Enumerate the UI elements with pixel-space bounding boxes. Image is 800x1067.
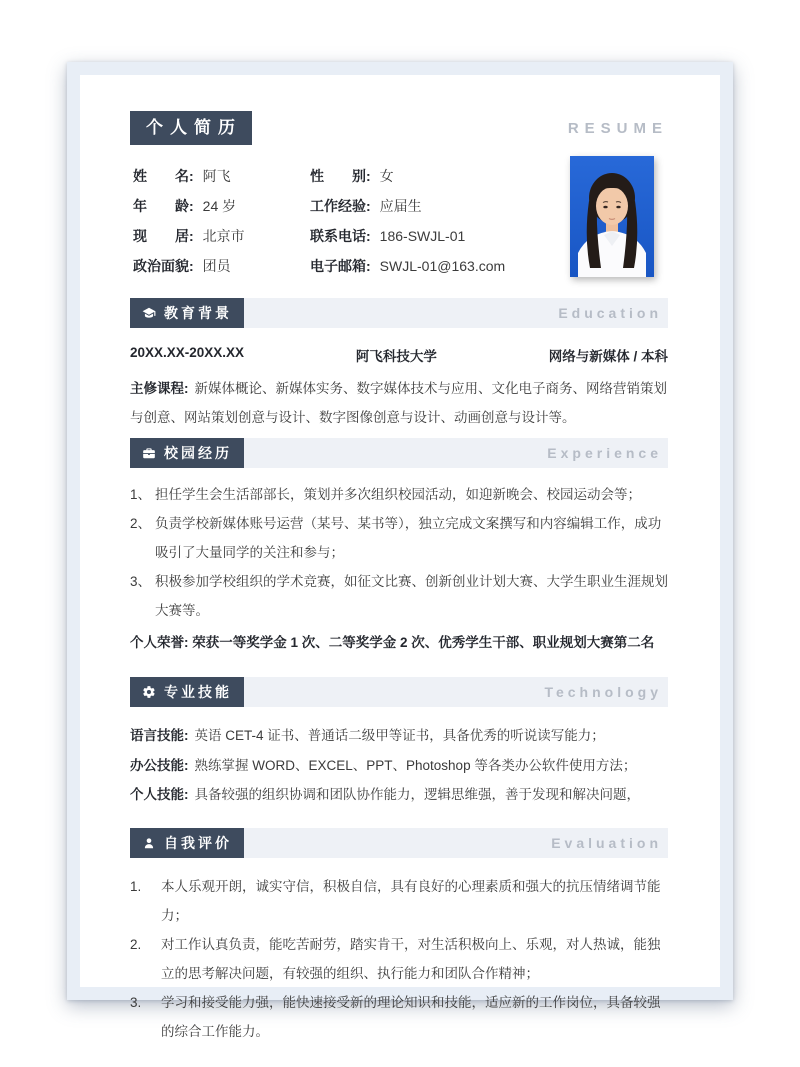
section-title-en: Evaluation bbox=[551, 834, 662, 851]
skill-label: 语言技能: bbox=[130, 728, 189, 743]
item-text: 对工作认真负责，能吃苦耐劳，踏实肯干，对生活积极向上、乐观，对人热诚，能独立的思考解决问题，有较强的组织、执行能力和团队合作精神； bbox=[161, 936, 661, 981]
section-experience-badge bbox=[130, 438, 244, 468]
profile-label: 工作经验: bbox=[310, 198, 371, 214]
education-school: 阿飞科技大学 bbox=[355, 349, 437, 364]
profile-label: 电子邮箱: bbox=[310, 258, 371, 274]
profile-row-phone bbox=[310, 227, 465, 245]
skill-item-office bbox=[130, 751, 668, 781]
profile-value: 24 岁 bbox=[202, 198, 237, 214]
skill-item-personal bbox=[130, 780, 668, 810]
profile-label: 联系电话: bbox=[310, 228, 371, 244]
item-number: 1、 bbox=[130, 487, 152, 502]
section-education-badge bbox=[130, 298, 244, 328]
profile-section bbox=[130, 165, 668, 287]
item-text: 负责学校新媒体账号运营（某号、某书等），独立完成文案撰写和内容编辑工作，成功吸引了大量同学的关注和参与； bbox=[155, 516, 662, 560]
list-item bbox=[130, 930, 668, 988]
gear-icon bbox=[142, 685, 156, 699]
item-number: 3、 bbox=[130, 574, 152, 589]
section-evaluation-header bbox=[130, 828, 668, 858]
profile-row-political bbox=[133, 257, 231, 275]
list-item bbox=[130, 872, 668, 930]
page-title: 个人简历 bbox=[130, 111, 252, 145]
section-title: 自我评价 bbox=[164, 834, 232, 851]
skill-label: 个人技能: bbox=[130, 787, 189, 802]
profile-value: 应届生 bbox=[379, 198, 422, 214]
education-major: 网络与新媒体 / 本科 bbox=[548, 349, 668, 364]
skill-label: 办公技能: bbox=[130, 757, 189, 773]
profile-row-residence bbox=[133, 227, 245, 245]
profile-row-gender bbox=[310, 167, 394, 185]
resume-page bbox=[67, 62, 733, 1039]
profile-value: 北京市 bbox=[202, 228, 245, 244]
experience-honor: 个人荣誉: 荣获一等奖学金 1 次、二等奖学金 2 次、优秀学生干部、职业规划大赛第二名 bbox=[130, 635, 655, 650]
item-number: 2. bbox=[130, 936, 142, 952]
education-courses bbox=[130, 374, 668, 432]
section-title-en: Education bbox=[558, 305, 662, 321]
id-photo bbox=[570, 156, 654, 277]
profile-value: 团员 bbox=[202, 258, 231, 274]
section-title-en: Experience bbox=[547, 445, 662, 461]
list-item bbox=[130, 509, 668, 567]
profile-value: 女 bbox=[379, 168, 394, 184]
courses-label: 主修课程: bbox=[130, 381, 189, 396]
list-item bbox=[130, 480, 668, 509]
profile-label: 姓 名: bbox=[133, 168, 194, 184]
title-row bbox=[130, 111, 668, 145]
experience-list bbox=[130, 480, 668, 625]
item-text: 本人乐观开朗，诚实守信，积极自信，具有良好的心理素质和强大的抗压情绪调节能力； bbox=[161, 878, 661, 923]
item-text: 积极参加学校组织的学术竞赛，如征文比赛、创新创业计划大赛、大学生职业生涯规划大赛等。 bbox=[155, 574, 668, 618]
section-title: 教育背景 bbox=[164, 305, 232, 321]
section-evaluation-badge bbox=[130, 828, 244, 858]
resume-content bbox=[80, 75, 720, 1046]
profile-label: 性 别: bbox=[310, 168, 371, 184]
education-period: 20XX.XX-20XX.XX bbox=[130, 345, 245, 360]
person-icon bbox=[142, 836, 156, 850]
profile-label: 政治面貌: bbox=[133, 258, 194, 274]
section-skills-header bbox=[130, 677, 668, 707]
item-number: 1. bbox=[130, 878, 142, 894]
courses-text: 新媒体概论、新媒体实务、数字媒体技术与应用、文化电子商务、网络营销策划与创意、网站策划创意与设计、数字图像创意与设计、动画创意与设计等。 bbox=[130, 381, 667, 425]
profile-row-age bbox=[133, 197, 236, 215]
section-experience-header bbox=[130, 438, 668, 468]
item-text: 担任学生会生活部部长，策划并多次组织校园活动，如迎新晚会、校园运动会等； bbox=[155, 487, 641, 502]
briefcase-icon bbox=[142, 446, 156, 460]
skill-text: 熟练掌握 WORD、EXCEL、PPT、Photoshop 等各类办公软件使用方法； bbox=[194, 757, 637, 773]
profile-label: 年 龄: bbox=[133, 198, 194, 214]
list-item bbox=[130, 567, 668, 625]
section-title: 校园经历 bbox=[164, 445, 232, 461]
profile-value: SWJL-01@163.com bbox=[379, 258, 506, 274]
profile-value: 186-SWJL-01 bbox=[379, 228, 466, 244]
section-title-en: Technology bbox=[544, 684, 662, 700]
skill-text: 具备较强的组织协调和团队协作能力，逻辑思维强，善于发现和解决问题， bbox=[194, 787, 640, 802]
skill-item-language bbox=[130, 721, 668, 751]
profile-row-name bbox=[133, 167, 231, 185]
profile-row-experience bbox=[310, 197, 422, 215]
item-number: 3. bbox=[130, 994, 142, 1010]
evaluation-list bbox=[130, 872, 668, 1046]
section-title: 专业技能 bbox=[164, 684, 232, 700]
skills-list bbox=[130, 721, 668, 810]
education-summary-row bbox=[130, 345, 668, 365]
item-text: 学习和接受能力强，能快速接受新的理论知识和技能，适应新的工作岗位，具备较强的综合工作能力。 bbox=[161, 994, 661, 1039]
list-item bbox=[130, 988, 668, 1046]
profile-label: 现 居: bbox=[133, 228, 194, 244]
section-skills-badge bbox=[130, 677, 244, 707]
profile-row-email bbox=[310, 257, 505, 275]
profile-value: 阿飞 bbox=[202, 168, 231, 184]
item-number: 2、 bbox=[130, 516, 152, 531]
skill-text: 英语 CET-4 证书、普通话二级甲等证书，具备优秀的听说读写能力； bbox=[194, 728, 605, 743]
page-title-en: RESUME bbox=[567, 119, 668, 137]
id-photo-graphic bbox=[570, 156, 654, 277]
section-education-header bbox=[130, 298, 668, 328]
graduation-cap-icon bbox=[142, 306, 156, 320]
